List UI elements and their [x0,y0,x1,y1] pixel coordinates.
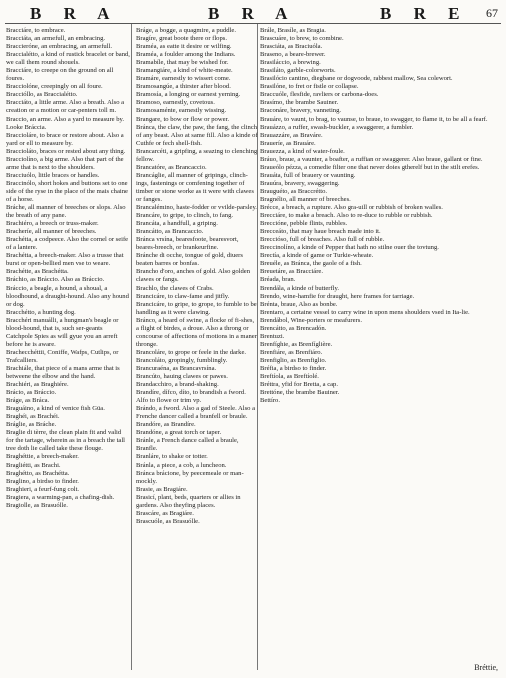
dictionary-entry: Brachétta, a codpeece. Also the cornel or seife of a lantere. [6,236,129,252]
dictionary-entry: Brasiláccio, a brewing. [260,59,321,67]
dictionary-entry: Bráche, all manner of breeches or slops. Also the breath of any pane. [6,204,126,220]
dictionary-entry: Brancicáre, to gripe, to grope, to fumble to be handling as it were clawing. [136,300,257,316]
dictionary-entry: Braccioláre, to brace or restore about. Also a yard or ell to measure by. [6,131,124,147]
dictionary-entry: Braueólo pézza, a comedie filter one that never doies gtherelf but in the stilt erefes. [260,163,480,171]
dictionary-entry: Brasciáta, as Braciuóla. [260,43,323,51]
dictionary-entry: Brancoláto, gropingly, fumblingly. [136,356,228,364]
dictionary-entry: Brenfíghie, as Brenfíglière. [260,340,333,348]
dictionary-entry: Brencátto, as Brencadón. [260,324,327,332]
dictionary-entry: Brancarcéti, a gripfing, a seazing to clenching fellow. [136,147,258,163]
dictionary-entry: Braglie di tèrre, the clean plain fit and valid for the tartage, wherein as in a breach the tall tree doth lie called take these flouge. [6,429,125,453]
dictionary-entry: Bracchéri manuálli, a hungman's beagle or blood-hound, that is, such ser-geants Catchpole Spies as will gyue you an arreft before he is aware. [6,316,119,348]
dictionary-entry: Brauúra, bravery, swaggering. [260,179,340,187]
dictionary-entry: Bramangiáre, a kind of white-meate. [136,67,233,75]
dictionary-entry: Breccióso, full of breaches. Also full of rubble. [260,236,385,244]
dictionary-entry: Bráccio, a beagle, a hound, a shoual, a bloodhound, a draught-hound. Also any hound or dog. [6,284,129,308]
column-1 [6,27,130,669]
dictionary-entry: Braméa, as eatte it desire or wilfing. [136,43,232,51]
dictionary-entry: Brancúto, hauing clawes or pawes. [136,373,228,381]
dictionary-entry: Brácio, as Bráccio. [6,389,57,397]
dictionary-entry: Bráge, as Bráca. [6,397,50,405]
dictionary-entry: Brascuáre, to brew, to combine. [260,35,344,43]
dictionary-entry: Braméa, a foulder among the Indians. [136,51,236,59]
dictionary-entry: Breccióne, pebble flints, rubbles. [260,220,348,228]
dictionary-entry: Braconáre, bravery, vanneting. [260,107,342,115]
dictionary-entry: Brancáta, a handfull, a griping. [136,220,218,228]
dictionary-entry: Bracheríe, all manner of breeches. [6,228,97,236]
dictionary-entry: Bránca brácione, by peecemeale or man-mockly. [136,469,244,485]
dictionary-entry: Bramosaménte, earnestly wissing. [136,107,227,115]
running-head-right: B R E [380,4,469,23]
dictionary-entry: Brachétte, as Brachétta. [6,268,69,276]
dictionary-entry: Brachiéro, a breech or truss-maker. [6,220,99,228]
dictionary-entry: Bracchétto, a hunting dog. [6,308,76,316]
dictionary-entry: Breccinolíno, a kinde of Pepper that hath no stilne ouer the tovtung. [260,244,439,252]
dictionary-entry: Bréttra, yfid for Bretta, a cap. [260,381,338,389]
dictionary-entry: Brécce, a breach, a rupture. Also gra-uill or rubbish of broken walles. [260,204,443,212]
dictionary-entry: Brauazzáre, as Braváre. [260,131,323,139]
dictionary-entry: Brancáre, to gripe, to clinch, to fang. [136,212,234,220]
dictionary-entry: Bettíro. [260,397,280,405]
dictionary-entry: Brasilócio cantino, diegbane or dogvoode, rabbest mallow, Sea colewort. [260,75,453,83]
dictionary-entry: Brettóne, the brambe Bauiner. [260,389,340,397]
dictionary-entry: Bragiolle, as Brasuólle. [6,501,68,509]
running-head-left: B R A [30,4,119,23]
dictionary-entry: Brancoláre, to grope or feele in the darke. [136,348,247,356]
dictionary-entry: Bráglie, as Bráche. [6,421,57,429]
dictionary-entry: Brentaro, a certaine vessel to carry wine in upon mens shoulders vsed in Ita-lie. [260,308,470,316]
dictionary-entry: Brachlo, the clawes of Crabs. [136,284,214,292]
dictionary-entry: Bramosangúe, a thirster after blood. [136,83,231,91]
running-head-center: B R A [208,4,297,23]
dictionary-entry: Brasilóne, to fret or fistle or collapse. [260,83,359,91]
dictionary-entry: Brendála, a kinde of butterfly. [260,284,340,292]
dictionary-entry: Breftíola, as Breftíolé. [260,373,319,381]
dictionary-entry: Breuetáre, as Bracciáre. [260,268,323,276]
dictionary-entry: Brandóne, a great torch or taper. [136,429,222,437]
dictionary-entry: Bráchio, as Bráccio. Also as Bráccio. [6,276,105,284]
dictionary-entry: Brauáta, full of brauery or vaunting. [260,171,356,179]
dictionary-entry: Breuéle, as Bránca, the gaole of a fish. [260,260,362,268]
dictionary-entry: Brascáre, as Bragiáre. [136,509,194,517]
dictionary-entry: Brandíre, dífco, díto, to brandish a fword. Alfo to flowe or trim vp. [136,389,246,405]
dictionary-entry: Bránla, a piece, a cob, a luncheon. [136,461,227,469]
dictionary-entry: Brachétta, a breech-maker. Also a trusse that burst or open-bellied men vse to weare. [6,252,124,268]
dictionary-entry: Bráuo, braue, a vaunter, a boafter, a ruffian or swaggerer. Also braue, gallant or fine. [260,155,483,163]
dictionary-entry: Brancho d'oro, anches of gold. Also golden clawes or fangs. [136,268,250,284]
column-2 [133,27,258,669]
dictionary-entry: Bréada, bran. [260,276,296,284]
dictionary-entry: Bránche di ocche, tongue of gold, diuers beaten barres or bonfas. [136,252,243,268]
dictionary-entry: Braccinólo, short hokes and buttons set to one side of the ryse in the place of the mais chaine of a horse. [6,179,128,203]
dictionary-entry: Braccieróne, an embracing, an armefull. [6,43,112,51]
dictionary-entry: Bránco, a heard of swine, a flocke of fi-shes, a flight of birdes, a droue. Also a throng or concourse of affections of motions in a maner thronge. [136,316,257,348]
dictionary-entry: Brandóre, as Brandíre. [136,421,196,429]
dictionary-entry: Braghieri, a feurf-fung colt. [6,485,80,493]
column-3 [260,27,502,669]
header-rule [5,23,501,24]
page-number: 67 [486,6,498,20]
dictionary-entry: Brenfiáre, as Brenfiáro. [260,348,323,356]
dictionary-entry: Bránle, a French dance called a braule, Branfle. [136,437,239,453]
dictionary-entry: Braccio, an arme. Also a yard to measure by. Looke Bráccia. [6,115,125,131]
dictionary-entry: Braccialétto, a kind of rustick bracelet or band, we call them round shouels. [6,51,130,67]
dictionary-entry: Brecceáto, that may haue breach made into it. [260,228,381,236]
dictionary-entry: Brascuóle, as Brasuólle. [136,517,200,525]
dictionary-entry: Braccioláto, braces or rested about any thing. [6,147,126,155]
dictionary-entry: Brandacchiro, a brand-shaking. [136,381,219,389]
dictionary-entry: Braueríe, as Brauáre. [260,139,316,147]
dictionary-entry: Brancatóre, as Brancaccio. [136,163,207,171]
dictionary-entry: Bragiera, a warming-pan, a chafing-dish. [6,493,115,501]
dictionary-entry: Braguáino, a kind of venice fish Güa. [6,405,105,413]
dictionary-entry: Braccióllo, as Braccialétto. [6,91,78,99]
dictionary-entry: Bracciáre, to embrace. [6,27,66,34]
dictionary-entry: Bramáre, earnestly to wissert come. [136,75,231,83]
dictionary-entry: Bráge, a bogge, a quagmire, a puddle. [136,27,236,34]
dictionary-entry: Bracciolóne, creepingly on all foure. [6,83,103,91]
dictionary-entry: Brasiláto, garble-colorworts. [260,67,336,75]
dictionary-entry: Brancáglie, all manner of gripings, clinch-ings, fastenings or comfening together of timber or stone worke as it were with clawes or fanges. [136,171,254,203]
dictionary-entry: Bragnélio, all manner of breeches. [260,195,351,203]
dictionary-entry: Bragíre, great boote there or flops. [136,35,227,43]
dictionary-entry: Bragliétti, as Brachi. [6,461,61,469]
dictionary-entry: Bramabíle, that may be wished for. [136,59,229,67]
dictionary-entry: Brancicáre, to claw-fame and jitfly. [136,292,230,300]
dictionary-entry: Bracciáta, an armefull, an embracing. [6,35,106,43]
dictionary-entry: Brále, Brasíle, as Bragia. [260,27,326,34]
dictionary-entry: Braghétto, as Brachétta. [6,469,70,477]
dictionary-entry: Brendábol, Wine-porters or meafurers. [260,316,362,324]
dictionary-entry: Brauáre, to vaunt, to brag, to vaunse, to braue, to swagger, to flame it, to be all a fearf. [260,115,488,123]
dictionary-entry: Brangare, to bow or flow or power. [136,115,230,123]
dictionary-entry: Braghéttie, a breech-maker. [6,453,79,461]
dictionary-entry: Brauezza, a kind of water-foule. [260,147,345,155]
dictionary-entry: Brauguéto, as Braccrétto. [260,187,328,195]
dictionary-entry: Brasímo, the brambe Sauiner. [260,99,339,107]
dictionary-entry: Brancátto, as Brancaccio. [136,228,204,236]
dictionary-entry: Brancalémino, haste-fodder or vvilde-parsley. [136,204,257,212]
dictionary-entry: Brénta, braue, Also as bonbe. [260,300,338,308]
dictionary-entry: Brectía, a kinde of game or Turkie-wheate. [260,252,374,260]
dictionary-entry: Brancuraéna, as Brancavrsína. [136,364,217,372]
dictionary-entry: Braseno, a beare-brewer. [260,51,326,59]
dictionary-entry: Brasie, as Bragiáre. [136,485,188,493]
dictionary-entry: Braccuóle, flesfide, ravliers or carbona-does. [260,91,379,99]
catchword: Bréttie, [474,663,498,672]
dictionary-entry: Brasicí, plant, beds, quarters or allies in gardens. Also theyfing places. [136,493,241,509]
dictionary-entry: Branláre, to shake or totter. [136,453,208,461]
dictionary-entry: Brachiéri, as Braghiére. [6,381,69,389]
dictionary-entry: Brachiále, that piece of a mans arme that is betweene the elbow and the hand. [6,364,120,381]
dictionary-entry: Bramoso, earnestly, covetous. [136,99,215,107]
dictionary-entry: Bracciáto, a little arme. Also a breath. Also a creation or a motion or car-penters toll m. [6,99,125,115]
dictionary-entry: Bracciuólo, little braces or handles. [6,171,100,179]
dictionary-entry: Bracciáre, to creepe on the ground on all foures. [6,67,114,83]
dictionary-entry: Braglino, a birdso to finder. [6,477,79,485]
dictionary-entry: Brentuzi. [260,332,285,340]
dictionary-entry: Brauázzo, a ruffer, swash-buckler, a swaggerer, a fumbler. [260,123,414,131]
dictionary-entry: Bracciolíno, a big arme. Also that part of the arme that is next to the shoulders. [6,155,124,171]
dictionary-entry: Bramosía, a longing or earnest yerning. [136,91,241,99]
dictionary-entry: Brachecchéttii, Coniffe, Wafps, Cutlips, or Trafcalliers. [6,348,119,364]
dictionary-entry: Bránca vrsína, bearesfoote, bearesvort, beares-breech, or brankeurfine. [136,236,239,252]
dictionary-entry: Brándo, a fword. Also a gad of Steele. Also a Frenche dancer called a branfell or braule. [136,405,256,421]
dictionary-entry: Brecciáre, to make a breach. Also to re-duce to rubble or rubbish. [260,212,433,220]
dictionary-entry: Brendo, wine-hamfie for draught, here frames for tarriage. [260,292,415,300]
dictionary-entry: Brenfiglio, as Brenfiglio. [260,356,327,364]
dictionary-entry: Bréfia, a birdso to finder. [260,364,327,372]
dictionary-entry: Bránca, the claw, the paw, the fang, the clinch of any beast. Also at same fill. Also a kinde of Cuthfe or fech shell-fish. [136,123,258,147]
column-divider-1 [131,24,132,670]
dictionary-entry: Braghéi, as Brachéi. [6,413,60,421]
